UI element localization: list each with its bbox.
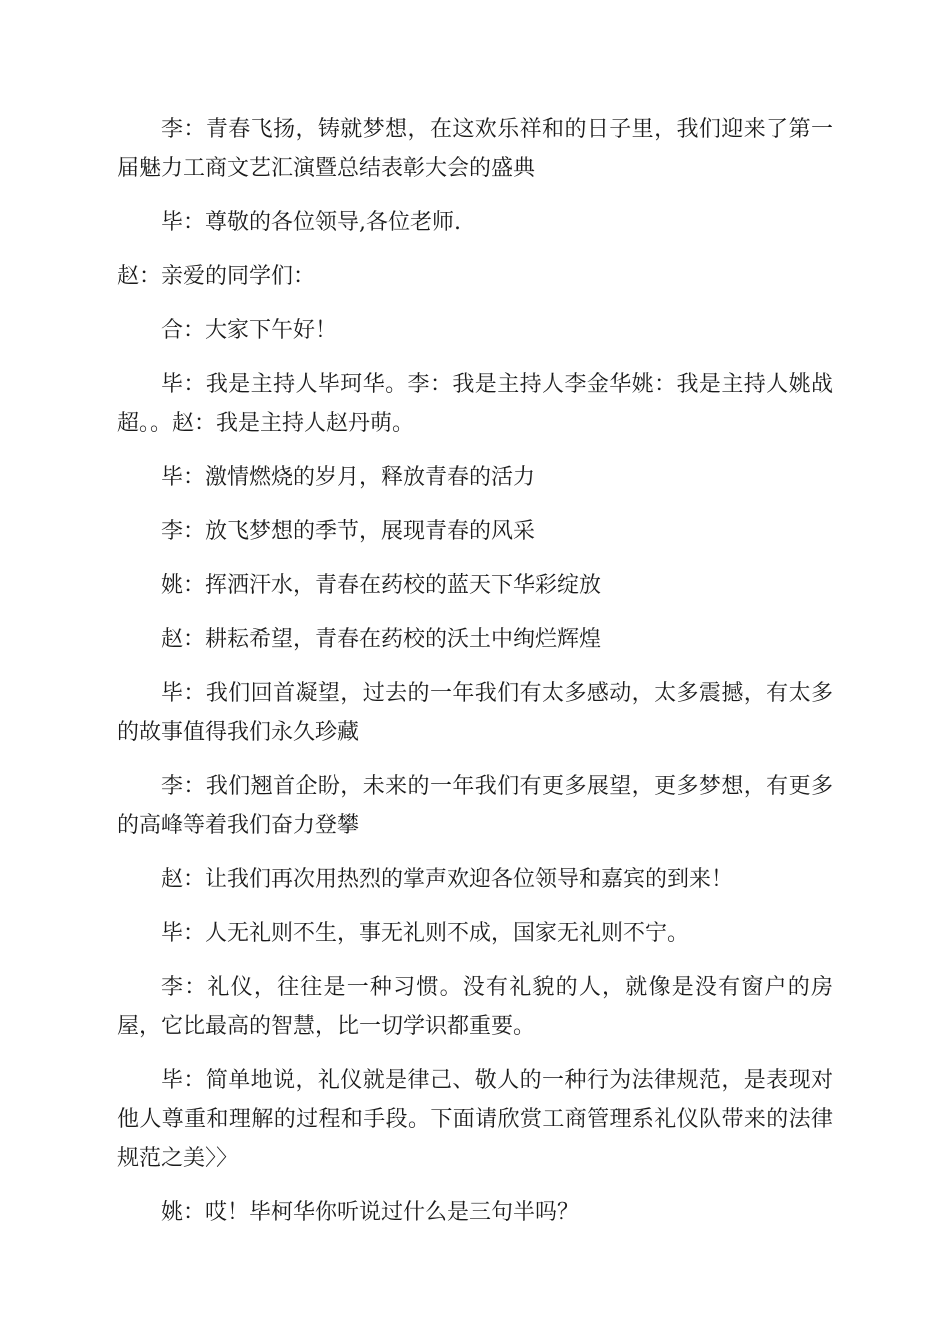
paragraph: 合：大家下午好！ [161,318,338,343]
paragraph: 毕：我们回首凝望，过去的一年我们有太多感动，太多震撼，有太多的故事值得我们永久珍藏 [117,681,833,745]
paragraph: 毕：尊敬的各位领导,各位老师. [161,210,461,235]
paragraph: 姚：挥洒汗水，青春在药校的蓝天下华彩绽放 [161,573,602,598]
paragraph: 姚：哎！毕柯华你听说过什么是三句半吗？ [161,1200,580,1225]
paragraph: 赵：亲爱的同学们： [117,264,316,289]
paragraph: 赵：耕耘希望，青春在药校的沃土中绚烂辉煌 [161,627,602,652]
document-page [117,110,833,1247]
paragraph: 毕：我是主持人毕珂华。李：我是主持人李金华姚：我是主持人姚战超。。赵：我是主持人赵丹萌。 [117,372,833,436]
paragraph: 毕：人无礼则不生，事无礼则不成，国家无礼则不宁。 [161,921,690,946]
paragraph: 李：放飞梦想的季节，展现青春的风采 [161,519,536,544]
paragraph: 李：青春飞扬，铸就梦想，在这欢乐祥和的日子里，我们迎来了第一届魅力工商文艺汇演暨总结表彰大会的盛典 [117,117,833,181]
paragraph: 李：我们翘首企盼，未来的一年我们有更多展望，更多梦想，有更多的高峰等着我们奋力登攀 [117,774,833,838]
paragraph: 赵：让我们再次用热烈的掌声欢迎各位领导和嘉宾的到来！ [161,867,734,892]
paragraph: 李：礼仪，往往是一种习惯。没有礼貌的人，就像是没有窗户的房屋，它比最高的智慧，比一切学识都重要。 [117,975,833,1039]
paragraph: 毕：激情燃烧的岁月，释放青春的活力 [161,465,536,490]
paragraph: 毕：简单地说，礼仪就是律己、敬人的一种行为法律规范，是表现对他人尊重和理解的过程和手段。下面请欣赏工商管理系礼仪队带来的法律规范之美〉〉 [117,1068,833,1171]
